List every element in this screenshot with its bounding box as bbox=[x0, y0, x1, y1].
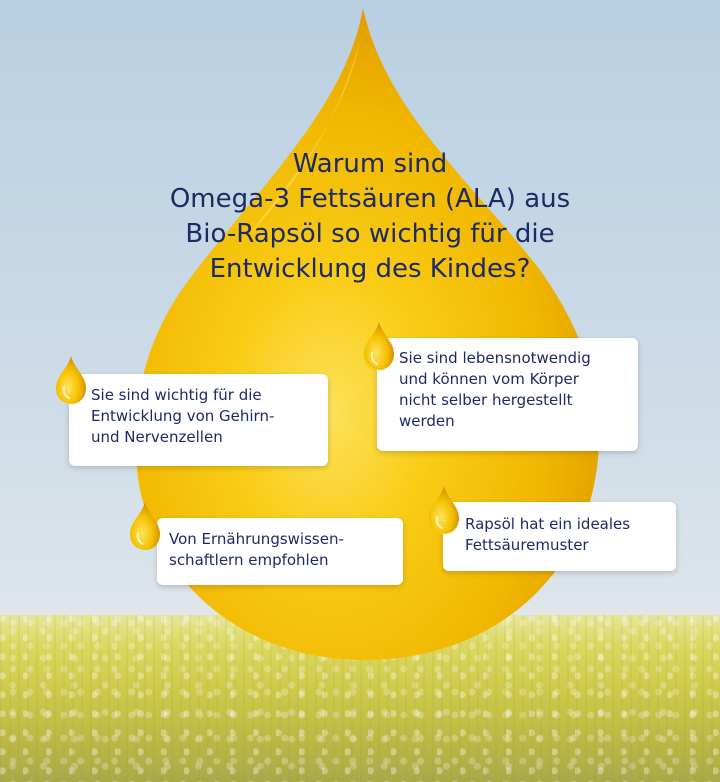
card-text-line: Sie sind wichtig für die bbox=[91, 386, 262, 404]
card-text-line: schaftlern empfohlen bbox=[169, 551, 329, 569]
oil-drop-icon bbox=[126, 500, 164, 552]
title-line: Warum sind bbox=[292, 149, 448, 179]
card-text-line: Sie sind lebensnotwendig bbox=[399, 349, 591, 367]
card-text-line: Fettsäuremuster bbox=[465, 536, 589, 554]
title-line: Omega-3 Fettsäuren (ALA) aus bbox=[169, 184, 571, 214]
card-text-line: Von Ernährungswissen- bbox=[169, 530, 344, 548]
info-card-essential bbox=[377, 338, 638, 451]
card-text-line: Rapsöl hat ein ideales bbox=[465, 515, 631, 533]
info-card-fatty-acids bbox=[443, 502, 676, 571]
page-title bbox=[100, 147, 640, 287]
card-text-line: und Nervenzellen bbox=[91, 428, 223, 446]
card-text-line: werden bbox=[399, 412, 455, 430]
card-text-line: Entwicklung von Gehirn- bbox=[91, 407, 275, 425]
oil-drop-icon bbox=[52, 354, 90, 406]
title-line: Bio-Rapsöl so wichtig für die bbox=[185, 219, 555, 249]
title-line: Entwicklung des Kindes? bbox=[209, 254, 531, 284]
card-text-line: und können vom Körper bbox=[399, 370, 579, 388]
oil-drop-icon bbox=[360, 320, 398, 372]
card-text-line: nicht selber hergestellt bbox=[399, 391, 573, 409]
oil-drop-icon bbox=[425, 484, 463, 536]
info-card-brain bbox=[69, 374, 328, 466]
info-card-recommended bbox=[157, 518, 403, 585]
